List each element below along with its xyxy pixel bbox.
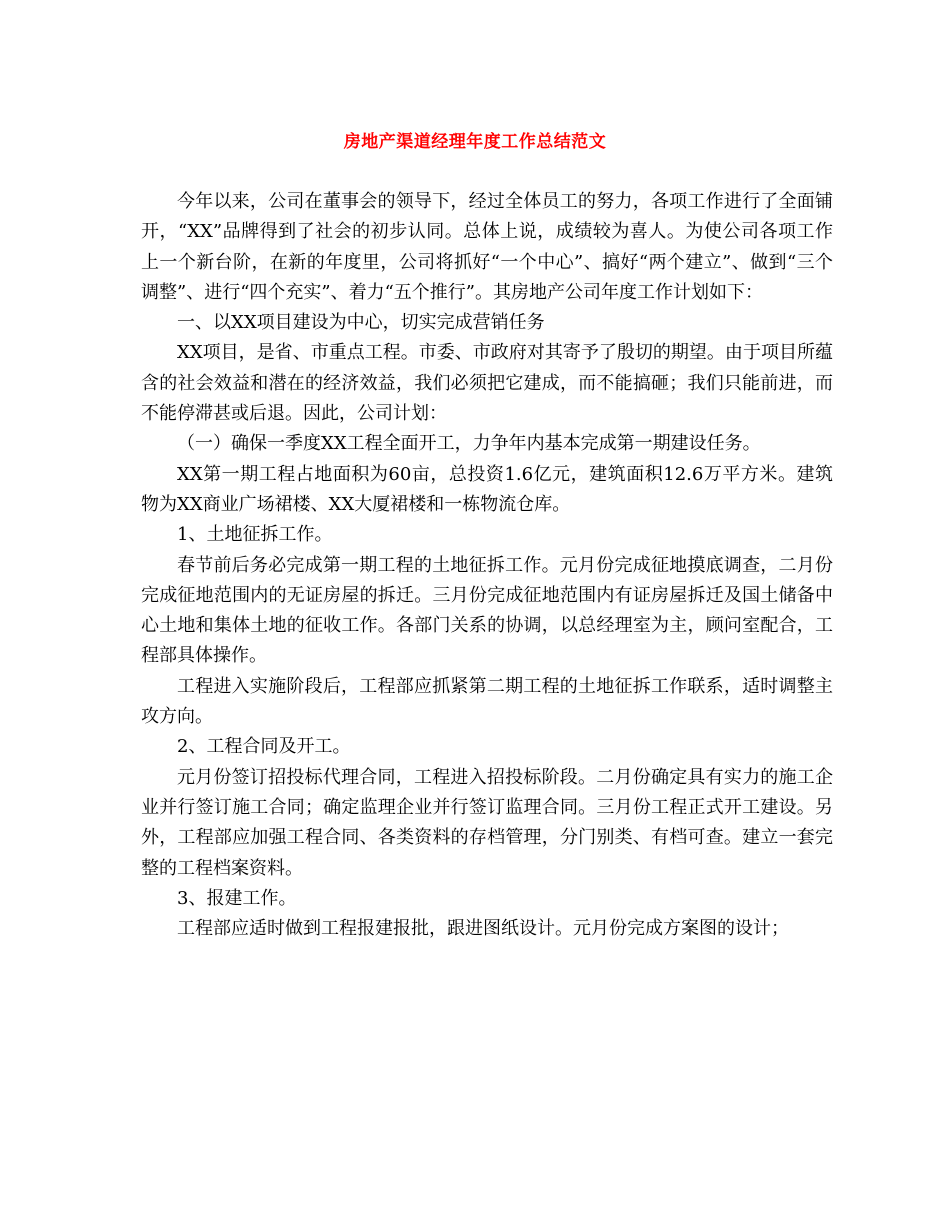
paragraph-contract: 元月份签订招投标代理合同，工程进入招投标阶段。二月份确定具有实力的施工企业并行签订施工合同；确定监理企业并行签订监理合同。三月份工程正式开工建设。另外，工程部应加强工程合同、各类资料的存档管理，分门别类、有档可查。建立一套完整的工程档案资料。 — [141, 766, 833, 879]
paragraph-intro: 今年以来，公司在董事会的领导下，经过全体员工的努力，各项工作进行了全面铺开，“XX”品牌得到了社会的初步认同。总体上说，成绩较为喜人。为使公司各项工作上一个新台阶，在新的年度里，公司将抓好“一个中心”、搞好“两个建立”、做到“三个调整”、进行“四个充实”、着力“五个推行”。其房地产公司年度工作计划如下： — [141, 191, 833, 303]
paragraph-phase-one: XX第一期工程占地面积为60亩，总投资1.6亿元，建筑面积12.6万平方米。建筑物为XX商业广场裙楼、XX大厦裙楼和一栋物流仓库。 — [141, 463, 833, 515]
document-title: 房地产渠道经理年度工作总结范文 — [343, 132, 607, 152]
paragraph-land-followup: 工程进入实施阶段后，工程部应抓紧第二期工程的土地征拆工作联系，适时调整主攻方向。 — [141, 675, 833, 728]
heading-subsection-1: （一）确保一季度XX工程全面开工，力争年内基本完成第一期建设任务。 — [177, 433, 761, 455]
heading-section-1: 一、以XX项目建设为中心，切实完成营销任务 — [177, 312, 545, 334]
paragraph-permit: 工程部应适时做到工程报建报批，跟进图纸设计。元月份完成方案图的设计； — [177, 918, 789, 940]
paragraph-land: 春节前后务必完成第一期工程的土地征拆工作。元月份完成征地摸底调查，二月份完成征地范围内的无证房屋的拆迁。三月份完成征地范围内有证房屋拆迁及国土储备中心土地和集体土地的征收工作。各部门关系的协调，以总经理室为主，顾问室配合，工程部具体操作。 — [141, 554, 833, 667]
heading-item-2: 2、工程合同及开工。 — [177, 736, 351, 758]
heading-item-3: 3、报建工作。 — [177, 887, 297, 909]
heading-item-1: 1、土地征拆工作。 — [177, 524, 333, 546]
document-body — [141, 187, 833, 944]
paragraph-project: XX项目，是省、市重点工程。市委、市政府对其寄予了殷切的期望。由于项目所蕴含的社会效益和潜在的经济效益，我们必须把它建成，而不能搞砸；我们只能前进，而不能停滞甚或后退。因此，公司计划： — [141, 342, 833, 425]
